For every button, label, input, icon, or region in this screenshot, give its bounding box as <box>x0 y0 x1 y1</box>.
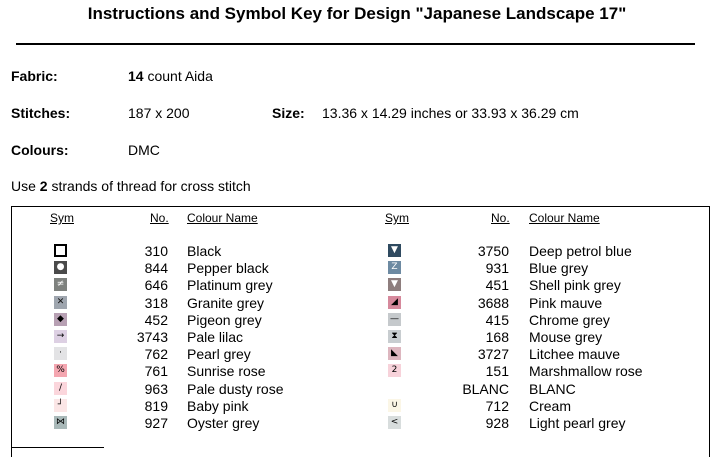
symbol-swatch-icon: ✕ <box>54 296 67 309</box>
colour-name: Pepper black <box>187 260 269 277</box>
header-sym-right: Sym <box>385 211 409 225</box>
colours-value: DMC <box>128 142 160 158</box>
header-no-right: No. <box>491 211 510 225</box>
colour-name: Pale lilac <box>187 329 244 345</box>
symbol-swatch-icon: ◢ <box>388 296 401 309</box>
stitches-value: 187 x 200 <box>128 105 190 121</box>
colour-name: Light pearl grey <box>529 415 626 431</box>
strands-note <box>11 178 251 194</box>
note-suffix: strands of thread for cross stitch <box>47 178 251 194</box>
colour-name: Chrome grey <box>529 311 610 328</box>
symbol-swatch-icon: ≠ <box>54 278 67 291</box>
symbol-swatch-icon <box>388 382 401 395</box>
header-name-right: Colour Name <box>529 211 600 225</box>
colour-name: Blue grey <box>529 260 589 277</box>
colour-name: Litchee mauve <box>529 346 621 363</box>
colour-name: Baby pink <box>187 397 249 414</box>
page-title: Instructions and Symbol Key for Design "Japanese Landscape 17" <box>87 4 627 23</box>
dmc-number: 3750 <box>477 243 509 259</box>
colour-name: Black <box>187 243 222 259</box>
colour-name: Granite grey <box>187 294 265 311</box>
symbol-swatch-icon: ∪ <box>388 399 401 412</box>
symbol-swatch-icon: ▼ <box>388 278 401 291</box>
dmc-number: 762 <box>144 346 168 363</box>
colour-name: Oyster grey <box>187 415 260 431</box>
symbol-swatch-icon: ⧗ <box>388 330 401 343</box>
fabric-label: Fabric: <box>11 68 58 84</box>
colour-name: Mouse grey <box>529 329 603 345</box>
symbol-swatch-icon: Z <box>388 261 401 274</box>
colour-name: BLANC <box>529 380 576 397</box>
dmc-number: 3743 <box>136 329 168 345</box>
dmc-number: 712 <box>485 397 509 414</box>
symbol-swatch-icon: ◣ <box>388 347 401 360</box>
dmc-number: 3727 <box>477 346 509 363</box>
symbol-swatch-icon: 2 <box>388 364 401 377</box>
dmc-number: 963 <box>144 380 168 397</box>
dmc-number: 318 <box>144 294 168 311</box>
symbol-swatch-icon: / <box>54 382 67 395</box>
dmc-number: 844 <box>144 260 168 277</box>
symbol-swatch-icon: ● <box>54 261 67 274</box>
header-sym-left: Sym <box>50 211 74 225</box>
symbol-swatch-icon: ⋈ <box>56 417 65 427</box>
symbol-swatch-icon <box>54 244 67 257</box>
dmc-number: 761 <box>144 363 168 380</box>
colour-name: Sunrise rose <box>187 363 266 380</box>
colour-name: Shell pink grey <box>529 277 621 294</box>
symbol-swatch-icon: ▼ <box>388 244 401 257</box>
note-prefix: Use <box>11 178 40 194</box>
dmc-number: 3688 <box>477 294 509 311</box>
symbol-swatch-icon: < <box>388 416 401 429</box>
colour-name: Pale dusty rose <box>187 380 284 397</box>
colour-name: Pearl grey <box>187 346 251 363</box>
symbol-swatch-icon: ┘ <box>54 399 67 412</box>
dmc-number: 927 <box>144 415 168 431</box>
dmc-number: 151 <box>485 363 509 380</box>
dmc-number: 931 <box>485 260 509 277</box>
table-bottom-line <box>11 447 104 448</box>
strand-count: 2 <box>39 178 48 194</box>
dmc-number: 168 <box>485 329 509 345</box>
dmc-number: 451 <box>485 277 509 294</box>
size-value: 13.36 x 14.29 inches or 33.93 x 36.29 cm <box>322 105 579 121</box>
colour-name: Marshmallow rose <box>529 363 643 380</box>
size-label: Size: <box>272 105 305 121</box>
dmc-number: 928 <box>485 415 509 431</box>
stitches-label: Stitches: <box>11 105 71 121</box>
colour-name: Cream <box>529 397 572 414</box>
symbol-swatch-icon: ◆ <box>54 313 67 326</box>
fabric-type: count Aida <box>143 68 213 84</box>
symbol-swatch-icon: · <box>54 347 67 360</box>
colours-label: Colours: <box>11 142 69 158</box>
dmc-number: 310 <box>144 243 168 259</box>
colour-name: Platinum grey <box>187 277 273 294</box>
fabric-count: 14 <box>128 68 144 84</box>
dmc-number: 819 <box>144 397 168 414</box>
fabric-value <box>128 68 213 84</box>
colour-name: Deep petrol blue <box>529 243 632 259</box>
colour-name: Pink mauve <box>529 294 603 311</box>
symbol-swatch-icon: → <box>54 330 67 343</box>
header-no-left: No. <box>150 211 169 225</box>
colour-name: Pigeon grey <box>187 311 262 328</box>
dmc-number: BLANC <box>462 380 509 397</box>
dmc-number: 646 <box>144 277 168 294</box>
title-divider <box>16 43 695 45</box>
symbol-swatch-icon: % <box>54 364 67 377</box>
dmc-number: 452 <box>144 311 168 328</box>
header-name-left: Colour Name <box>187 211 258 225</box>
dmc-number: 415 <box>485 311 509 328</box>
symbol-swatch-icon: — <box>390 313 399 324</box>
